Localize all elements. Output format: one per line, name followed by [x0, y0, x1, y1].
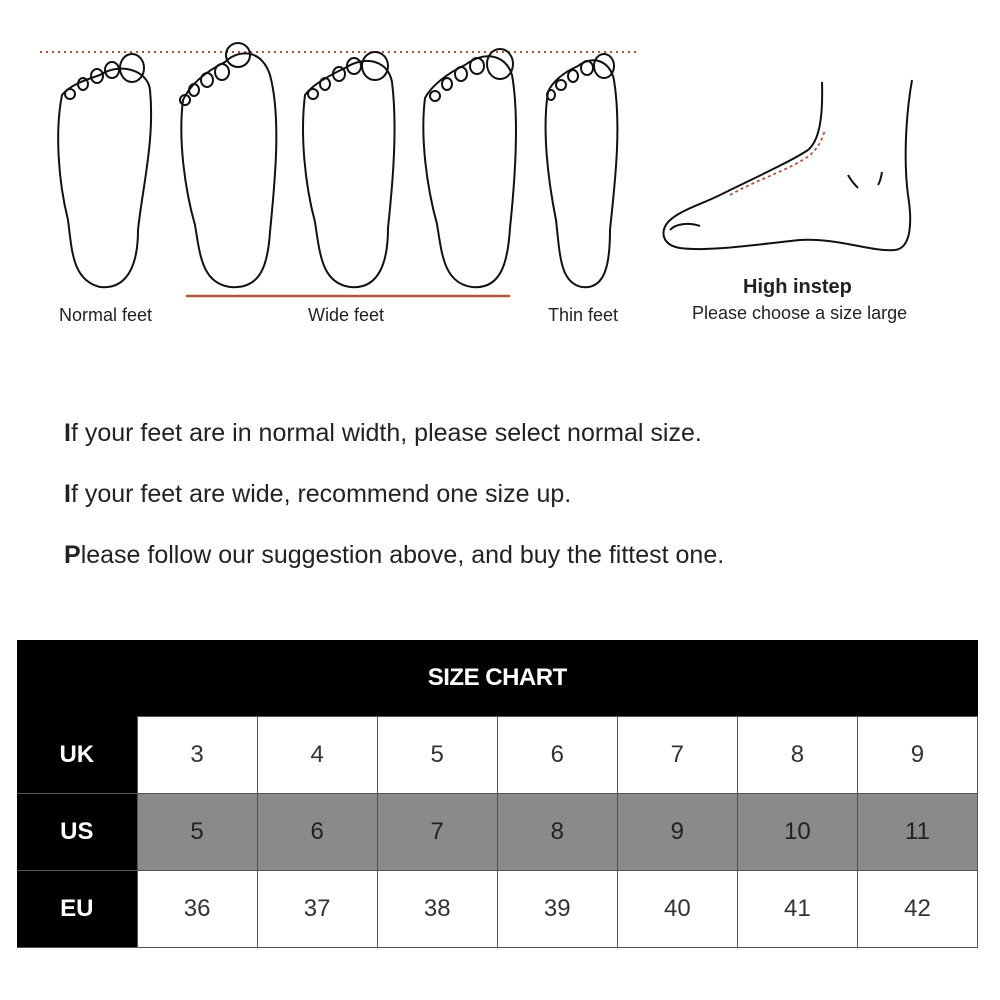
size-cell: 37 — [257, 871, 377, 948]
size-chart-table — [17, 640, 978, 948]
thin-feet-label: Thin feet — [548, 305, 619, 325]
feet-type-illustration — [0, 0, 1000, 340]
normal-foot-icon — [58, 54, 151, 287]
size-cell: 38 — [377, 871, 497, 948]
row-label-eu: EU — [17, 871, 137, 948]
tip-initial: I — [64, 419, 71, 447]
size-cell: 39 — [497, 871, 617, 948]
size-cell: 10 — [737, 794, 857, 871]
size-cell: 6 — [497, 717, 617, 794]
fit-advice-line — [64, 537, 724, 598]
size-cell: 9 — [617, 794, 737, 871]
fit-advice — [64, 415, 724, 598]
size-cell: 6 — [257, 794, 377, 871]
size-cell: 7 — [617, 717, 737, 794]
size-cell: 8 — [737, 717, 857, 794]
size-cell: 42 — [857, 871, 977, 948]
tip-text: f your feet are wide, recommend one size up. — [70, 480, 572, 508]
size-cell: 7 — [377, 794, 497, 871]
fit-advice-line — [64, 476, 724, 537]
high-instep-subtitle: Please choose a size large — [692, 303, 908, 323]
normal-feet-label: Normal feet — [59, 305, 153, 325]
size-cell: 36 — [137, 871, 257, 948]
high-instep-title: High instep — [743, 276, 852, 298]
table-row — [17, 871, 978, 948]
size-chart-title: SIZE CHART — [17, 640, 978, 717]
tip-text: f your feet are in normal width, please select normal size. — [70, 419, 702, 447]
tip-initial: I — [64, 480, 71, 508]
size-cell: 4 — [257, 717, 377, 794]
size-cell: 5 — [377, 717, 497, 794]
size-cell: 11 — [857, 794, 977, 871]
tip-text: lease follow our suggestion above, and buy the fittest one. — [80, 541, 725, 569]
size-cell: 9 — [857, 717, 977, 794]
wide-foot-icon — [303, 52, 394, 287]
size-cell: 3 — [137, 717, 257, 794]
thin-foot-icon — [546, 54, 618, 287]
wide-feet-label: Wide feet — [308, 305, 385, 325]
table-row — [17, 794, 978, 871]
row-label-uk: UK — [17, 717, 137, 794]
high-instep-foot-icon — [664, 80, 912, 250]
size-cell: 40 — [617, 871, 737, 948]
tip-initial: P — [64, 541, 81, 569]
row-label-us: US — [17, 794, 137, 871]
table-row — [17, 717, 978, 794]
fit-advice-line — [64, 415, 724, 476]
size-cell: 8 — [497, 794, 617, 871]
size-cell: 5 — [137, 794, 257, 871]
wide-foot-icon — [180, 43, 276, 287]
size-cell: 41 — [737, 871, 857, 948]
wide-foot-icon — [423, 49, 516, 287]
